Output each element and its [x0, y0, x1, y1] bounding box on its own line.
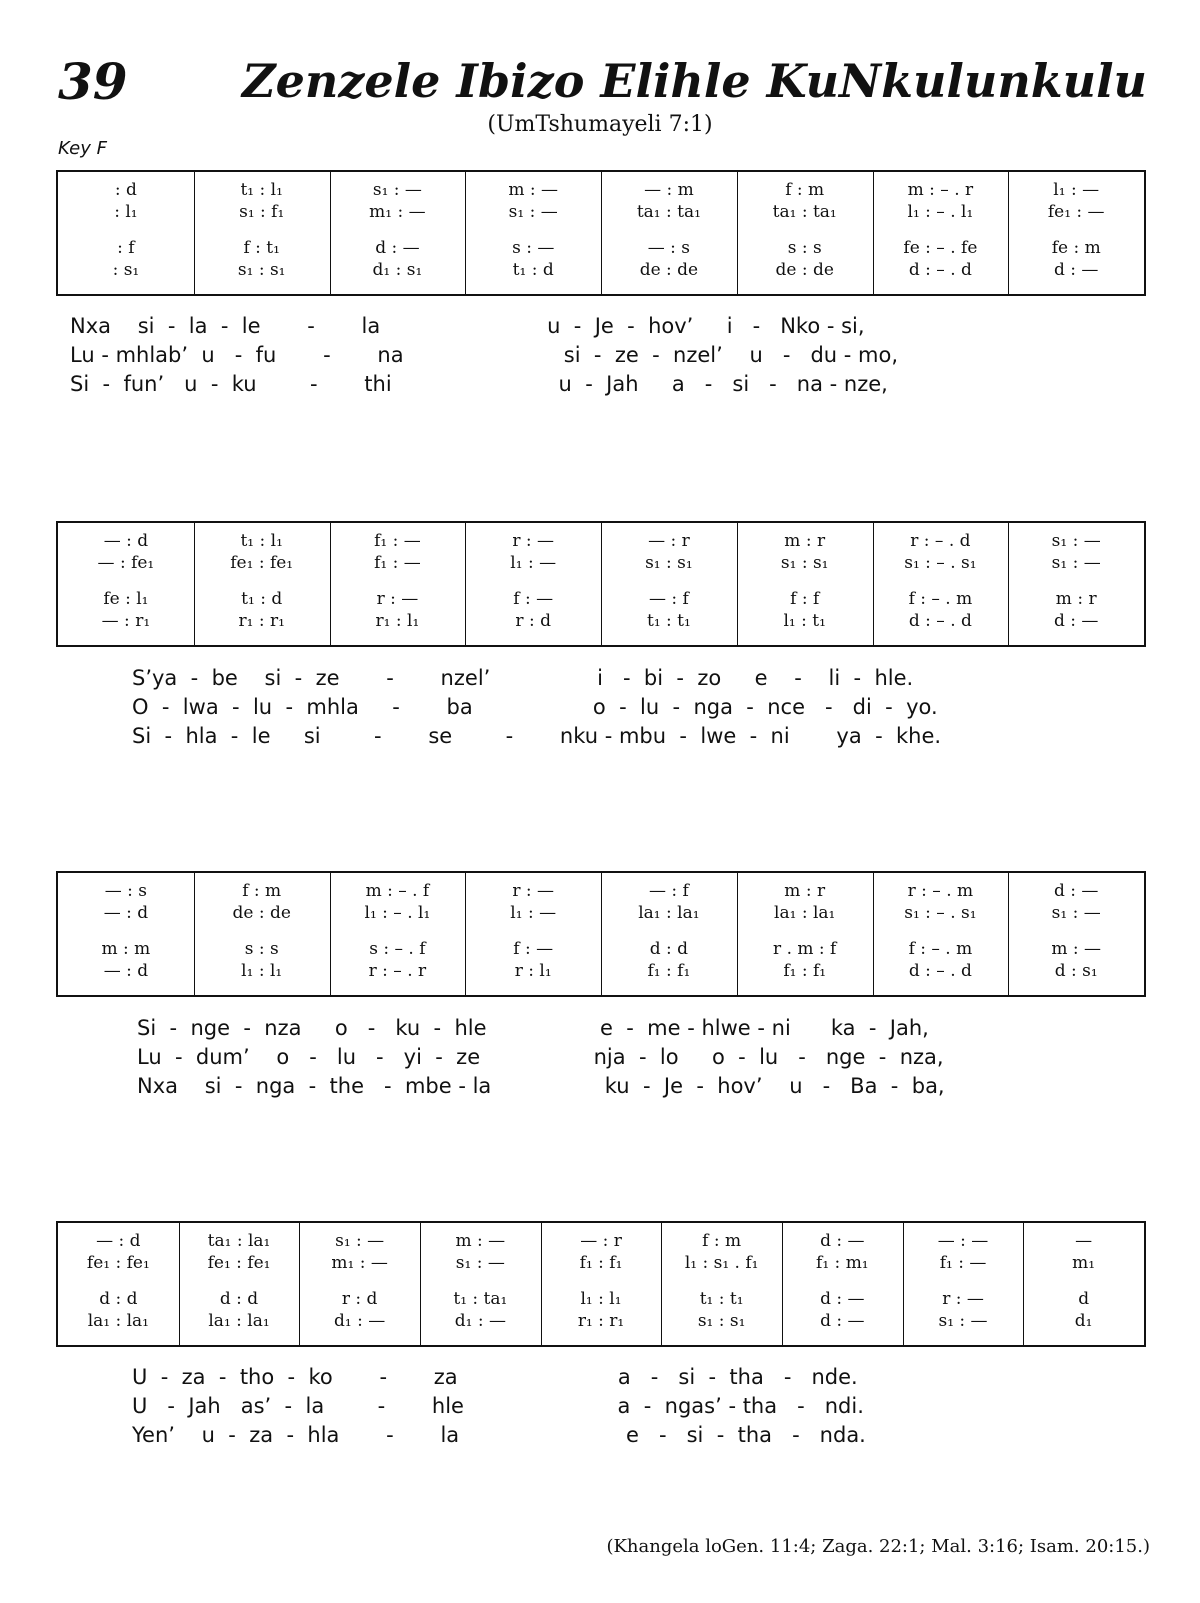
scripture-reference: (UmTshumayeli 7:1): [487, 112, 713, 137]
lyrics-block-1: [70, 312, 1200, 399]
alto-measure: f₁ : —: [374, 553, 421, 573]
soprano-measure: : d: [114, 180, 137, 200]
soprano-measure: — : r: [580, 1231, 622, 1251]
alto-measure: s₁ : f₁: [239, 202, 285, 222]
bar-line: [465, 172, 466, 294]
lyric-line-verse-3: Si - hla - le si - se - nku - mbu - lwe - ni ya - khe.: [132, 724, 942, 748]
soprano-measure: — : s: [104, 881, 148, 901]
bar-line: [601, 873, 602, 995]
hymn-title: Zenzele Ibizo Elihle KuNkulunkulu: [242, 54, 1147, 108]
soprano-measure: t₁ : l₁: [240, 531, 283, 551]
bar-line: [737, 873, 738, 995]
tenor-measure: f : t₁: [243, 238, 280, 258]
bass-measure: d₁ : —: [454, 1311, 506, 1331]
soprano-measure: m : – . r: [907, 180, 974, 200]
tenor-measure: f : – . m: [908, 589, 973, 609]
lyric-line-verse-1: S’ya - be si - ze - nzel’ i - bi - zo e - li - hle.: [132, 666, 914, 690]
soprano-measure: — : d: [103, 531, 149, 551]
bass-measure: d₁: [1074, 1311, 1093, 1331]
soprano-measure: ta₁ : la₁: [207, 1231, 271, 1251]
tenor-measure: m : —: [1051, 939, 1102, 959]
bass-measure: l₁ : l₁: [241, 961, 283, 981]
bass-measure: r₁ : r₁: [577, 1311, 625, 1331]
tenor-measure: d: [1078, 1289, 1090, 1309]
bass-measure: s₁ : s₁: [237, 260, 286, 280]
lyric-line-verse-1: U - za - tho - ko - za a - si - tha - nde.: [132, 1365, 858, 1389]
bar-line: [465, 873, 466, 995]
alto-measure: f₁ : —: [939, 1253, 987, 1273]
tenor-measure: m : r: [1055, 589, 1097, 609]
soprano-measure: m : – . f: [365, 881, 430, 901]
lyric-line-verse-1: Si - nge - nza o - ku - hle e - me - hlwe - ni ka - Jah,: [137, 1016, 929, 1040]
cross-references: (Khangela loGen. 11:4; Zaga. 22:1; Mal. 3:16; Isam. 20:15.): [606, 1536, 1150, 1557]
bar-line: [194, 523, 195, 645]
bar-line: [330, 523, 331, 645]
lyrics-block-4: [132, 1363, 1200, 1450]
soprano-measure: —: [1075, 1231, 1093, 1251]
tenor-measure: — : f: [648, 589, 689, 609]
bass-measure: d : – . d: [908, 961, 972, 981]
alto-measure: s₁ : —: [1051, 903, 1101, 923]
tenor-measure: f : —: [513, 589, 554, 609]
bass-measure: de : de: [775, 260, 834, 280]
bar-line: [194, 873, 195, 995]
tenor-measure: f : – . m: [908, 939, 973, 959]
bar-line: [179, 1223, 180, 1345]
tenor-measure: d : d: [99, 1289, 138, 1309]
bass-measure: d₁ : —: [334, 1311, 386, 1331]
soprano-measure: s₁ : —: [1051, 531, 1101, 551]
bar-line: [330, 172, 331, 294]
bar-line: [873, 873, 874, 995]
tenor-measure: m : m: [101, 939, 151, 959]
music-system-3: [56, 871, 1146, 997]
soprano-measure: — : d: [96, 1231, 141, 1251]
lyric-line-verse-2: U - Jah as’ - la - hle a - ngas’ - tha - ndi.: [132, 1394, 864, 1418]
bar-line: [330, 873, 331, 995]
bass-measure: la₁ : la₁: [87, 1311, 149, 1331]
alto-measure: s₁ : s₁: [780, 553, 829, 573]
alto-measure: — : d: [103, 903, 149, 923]
bass-measure: d : – . d: [908, 611, 972, 631]
alto-measure: ta₁ : ta₁: [772, 202, 837, 222]
bar-line: [420, 1223, 421, 1345]
alto-measure: la₁ : la₁: [638, 903, 700, 923]
bar-line: [1008, 172, 1009, 294]
tenor-measure: f : f: [790, 589, 820, 609]
soprano-measure: s₁ : —: [372, 180, 422, 200]
tenor-measure: s : s: [787, 238, 822, 258]
bar-line: [194, 172, 195, 294]
soprano-measure: f : m: [785, 180, 825, 200]
bass-measure: t₁ : d: [512, 260, 554, 280]
tenor-measure: s : —: [512, 238, 555, 258]
bass-measure: de : de: [639, 260, 699, 280]
lyric-line-verse-3: Yen’ u - za - hla - la e - si - tha - nda.: [132, 1423, 866, 1447]
bass-measure: la₁ : la₁: [208, 1311, 270, 1331]
tenor-measure: f : —: [513, 939, 554, 959]
tenor-measure: t₁ : d: [241, 589, 283, 609]
alto-measure: : l₁: [114, 202, 138, 222]
soprano-measure: f : m: [702, 1231, 742, 1251]
soprano-measure: f₁ : —: [374, 531, 421, 551]
alto-measure: m₁ : —: [369, 202, 426, 222]
alto-measure: fe₁ : fe₁: [86, 1253, 150, 1273]
tenor-measure: d : —: [375, 238, 420, 258]
music-system-4: [56, 1221, 1146, 1347]
alto-measure: m₁ : —: [331, 1253, 388, 1273]
soprano-measure: — : r: [648, 531, 690, 551]
tenor-measure: fe : l₁: [103, 589, 149, 609]
alto-measure: l₁ : —: [510, 903, 557, 923]
alto-measure: l₁ : – . l₁: [364, 903, 431, 923]
alto-measure: s₁ : —: [455, 1253, 505, 1273]
soprano-measure: m : —: [455, 1231, 506, 1251]
lyric-line-verse-2: Lu - mhlab’ u - fu - na si - ze - nzel’ u - du - mo,: [70, 343, 899, 367]
soprano-measure: f : m: [242, 881, 282, 901]
music-system-2: [56, 521, 1146, 647]
alto-measure: l₁ : s₁ . f₁: [684, 1253, 759, 1273]
bar-line: [1008, 523, 1009, 645]
bar-line: [873, 523, 874, 645]
tenor-measure: d : —: [820, 1289, 865, 1309]
alto-measure: de : de: [232, 903, 291, 923]
lyric-line-verse-2: Lu - dum’ o - lu - yi - ze nja - lo o - lu - nge - nza,: [137, 1045, 944, 1069]
bass-measure: d₁ : s₁: [372, 260, 423, 280]
bar-line: [661, 1223, 662, 1345]
bass-measure: d : s₁: [1054, 961, 1098, 981]
tenor-measure: r : —: [376, 589, 419, 609]
bass-measure: r : – . r: [368, 961, 427, 981]
tenor-measure: fe : m: [1051, 238, 1101, 258]
soprano-measure: r : —: [512, 881, 555, 901]
soprano-measure: r : – . m: [907, 881, 974, 901]
soprano-measure: d : —: [820, 1231, 865, 1251]
bass-measure: l₁ : t₁: [783, 611, 826, 631]
alto-measure: — : fe₁: [97, 553, 155, 573]
bar-line: [1023, 1223, 1024, 1345]
soprano-measure: m : r: [784, 531, 826, 551]
alto-measure: s₁ : – . s₁: [904, 553, 977, 573]
tenor-measure: r : d: [341, 1289, 378, 1309]
soprano-measure: t₁ : l₁: [240, 180, 283, 200]
tenor-measure: t₁ : ta₁: [453, 1289, 508, 1309]
alto-measure: f₁ : f₁: [579, 1253, 623, 1273]
bar-line: [737, 172, 738, 294]
bass-measure: d : —: [1053, 260, 1099, 280]
bar-line: [873, 172, 874, 294]
soprano-measure: d : —: [1053, 881, 1099, 901]
lyric-line-verse-1: Nxa si - la - le - la u - Je - hov’ i - Nko - si,: [70, 314, 865, 338]
tenor-measure: s : – . f: [369, 939, 426, 959]
bass-measure: f₁ : f₁: [647, 961, 691, 981]
tenor-measure: r . m : f: [773, 939, 837, 959]
alto-measure: s₁ : —: [1051, 553, 1101, 573]
tenor-measure: — : s: [647, 238, 691, 258]
soprano-measure: r : —: [512, 531, 555, 551]
bar-line: [601, 172, 602, 294]
tenor-measure: d : d: [649, 939, 689, 959]
soprano-measure: r : – . d: [910, 531, 971, 551]
bar-line: [737, 523, 738, 645]
alto-measure: s₁ : s₁: [645, 553, 693, 573]
alto-measure: la₁ : la₁: [774, 903, 836, 923]
bar-line: [1008, 873, 1009, 995]
bass-measure: r : d: [515, 611, 551, 631]
soprano-measure: l₁ : —: [1053, 180, 1100, 200]
bar-line: [299, 1223, 300, 1345]
alto-measure: m₁: [1072, 1253, 1096, 1273]
tenor-measure: : f: [117, 238, 135, 258]
lyric-line-verse-3: Si - fun’ u - ku - thi u - Jah a - si - na - nze,: [70, 372, 888, 396]
tenor-measure: t₁ : t₁: [699, 1289, 744, 1309]
alto-measure: fe₁ : —: [1047, 202, 1105, 222]
bar-line: [541, 1223, 542, 1345]
bass-measure: t₁ : t₁: [646, 611, 691, 631]
alto-measure: l₁ : —: [510, 553, 557, 573]
bass-measure: : s₁: [112, 260, 140, 280]
lyrics-block-3: [137, 1014, 1200, 1101]
soprano-measure: — : f: [648, 881, 689, 901]
music-system-1: [56, 170, 1146, 296]
alto-measure: fe₁ : fe₁: [230, 553, 294, 573]
lyric-line-verse-2: O - lwa - lu - mhla - ba o - lu - nga - nce - di - yo.: [132, 695, 938, 719]
soprano-measure: — : m: [644, 180, 694, 200]
bass-measure: d : – . d: [908, 260, 972, 280]
bass-measure: d : —: [820, 1311, 865, 1331]
bass-measure: s₁ : —: [938, 1311, 988, 1331]
alto-measure: fe₁ : fe₁: [207, 1253, 271, 1273]
alto-measure: l₁ : – . l₁: [907, 202, 974, 222]
soprano-measure: s₁ : —: [335, 1231, 385, 1251]
bass-measure: r₁ : r₁: [238, 611, 285, 631]
bass-measure: r : l₁: [514, 961, 552, 981]
bass-measure: d : —: [1053, 611, 1099, 631]
soprano-measure: m : r: [784, 881, 826, 901]
alto-measure: s₁ : —: [508, 202, 558, 222]
lyrics-block-2: [132, 664, 1200, 751]
bass-measure: s₁ : s₁: [697, 1311, 746, 1331]
tenor-measure: r : —: [942, 1289, 984, 1309]
tenor-measure: l₁ : l₁: [580, 1289, 622, 1309]
soprano-measure: m : —: [508, 180, 559, 200]
tenor-measure: d : d: [219, 1289, 259, 1309]
key-signature: Key F: [58, 138, 107, 159]
bass-measure: f₁ : f₁: [783, 961, 827, 981]
bar-line: [601, 523, 602, 645]
alto-measure: f₁ : m₁: [816, 1253, 869, 1273]
bar-line: [903, 1223, 904, 1345]
hymn-number: 39: [58, 52, 128, 111]
alto-measure: ta₁ : ta₁: [636, 202, 701, 222]
bass-measure: — : r₁: [101, 611, 151, 631]
tenor-measure: s : s: [244, 939, 279, 959]
soprano-measure: — : —: [937, 1231, 989, 1251]
bar-line: [782, 1223, 783, 1345]
bass-measure: r₁ : l₁: [375, 611, 420, 631]
bar-line: [465, 523, 466, 645]
bass-measure: — : d: [103, 961, 149, 981]
tenor-measure: fe : – . fe: [903, 238, 978, 258]
alto-measure: s₁ : – . s₁: [904, 903, 977, 923]
lyric-line-verse-3: Nxa si - nga - the - mbe - la ku - Je - hov’ u - Ba - ba,: [137, 1074, 945, 1098]
